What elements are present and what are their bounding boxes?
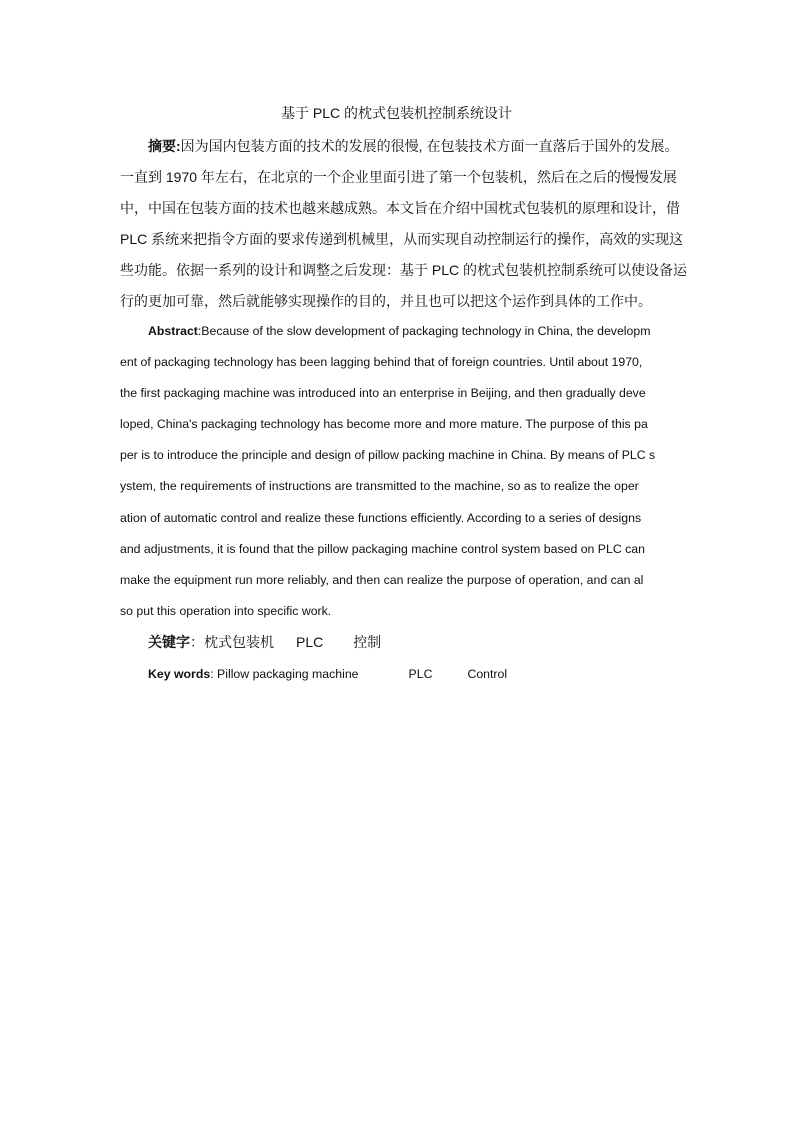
english-abstract-label: Abstract [148,324,198,338]
chinese-abstract-line [120,131,679,162]
english-keywords [148,664,507,684]
english-abstract-line [120,316,675,347]
english-abstract-line: and adjustments, it is found that the pillow packaging machine control system based on PLC can [120,541,645,556]
english-keyword: Control [467,667,508,681]
english-abstract-line: so put this operation into specific work. [120,603,332,618]
english-abstract-line: per is to introduce the principle and design of pillow packing machine in China. By means of PLC s [120,448,656,463]
chinese-abstract [120,131,688,317]
chinese-keywords-label: 关键字 [148,634,190,650]
english-keywords-separator: : [210,667,218,681]
english-keyword: Pillow packaging machine [217,667,359,681]
english-keyword: PLC [408,667,433,681]
document-title: 基于 PLC 的枕式包装机控制系统设计 [280,105,512,121]
chinese-abstract-line: 行的更加可靠，然后就能够实现操作的目的，并且也可以把这个运作到具体的工作中。 [120,293,652,309]
chinese-keyword: 控制 [353,634,382,650]
english-abstract-line: make the equipment run more reliably, and then can realize the purpose of operation, and can al [120,572,644,587]
chinese-keyword: PLC [296,634,324,650]
english-abstract-line: the first packaging machine was introduced into an enterprise in Beijing, and then gradually deve [120,386,646,401]
chinese-abstract-text: 因为国内包装方面的技术的发展的很慢, 在包装技术方面一直落后于国外的发展。 [180,138,679,154]
english-abstract-line: loped, China's packaging technology has become more and more mature. The purpose of this pa [120,417,648,432]
chinese-keywords [148,632,381,652]
chinese-abstract-line: PLC 系统来把指令方面的要求传递到机械里，从而实现自动控制运行的操作，高效的实现这 [120,231,684,247]
english-abstract-line: ent of packaging technology has been lagging behind that of foreign countries. Until about 1970, [120,355,643,370]
chinese-abstract-line: 些功能。依据一系列的设计和调整之后发现：基于 PLC 的枕式包装机控制系统可以使设备运 [120,262,688,278]
chinese-abstract-line: 一直到 1970 年左右，在北京的一个企业里面引进了第一个包装机，然后在之后的慢慢发展 [120,169,677,185]
chinese-abstract-label: 摘要: [148,138,181,154]
chinese-keywords-separator: ： [190,634,204,650]
english-abstract [120,316,675,627]
english-abstract-line: ystem, the requirements of instructions are transmitted to the machine, so as to realize the oper [120,479,639,494]
chinese-abstract-line: 中，中国在包装方面的技术也越来越成熟。本文旨在介绍中国枕式包装机的原理和设计，借 [120,200,680,216]
english-keywords-label: Key words [148,667,211,681]
chinese-keyword: 枕式包装机 [204,634,274,650]
english-abstract-line: ation of automatic control and realize these functions efficiently. According to a series of designs [120,510,642,525]
english-abstract-text: :Because of the slow development of packaging technology in China, the developm [197,324,651,338]
